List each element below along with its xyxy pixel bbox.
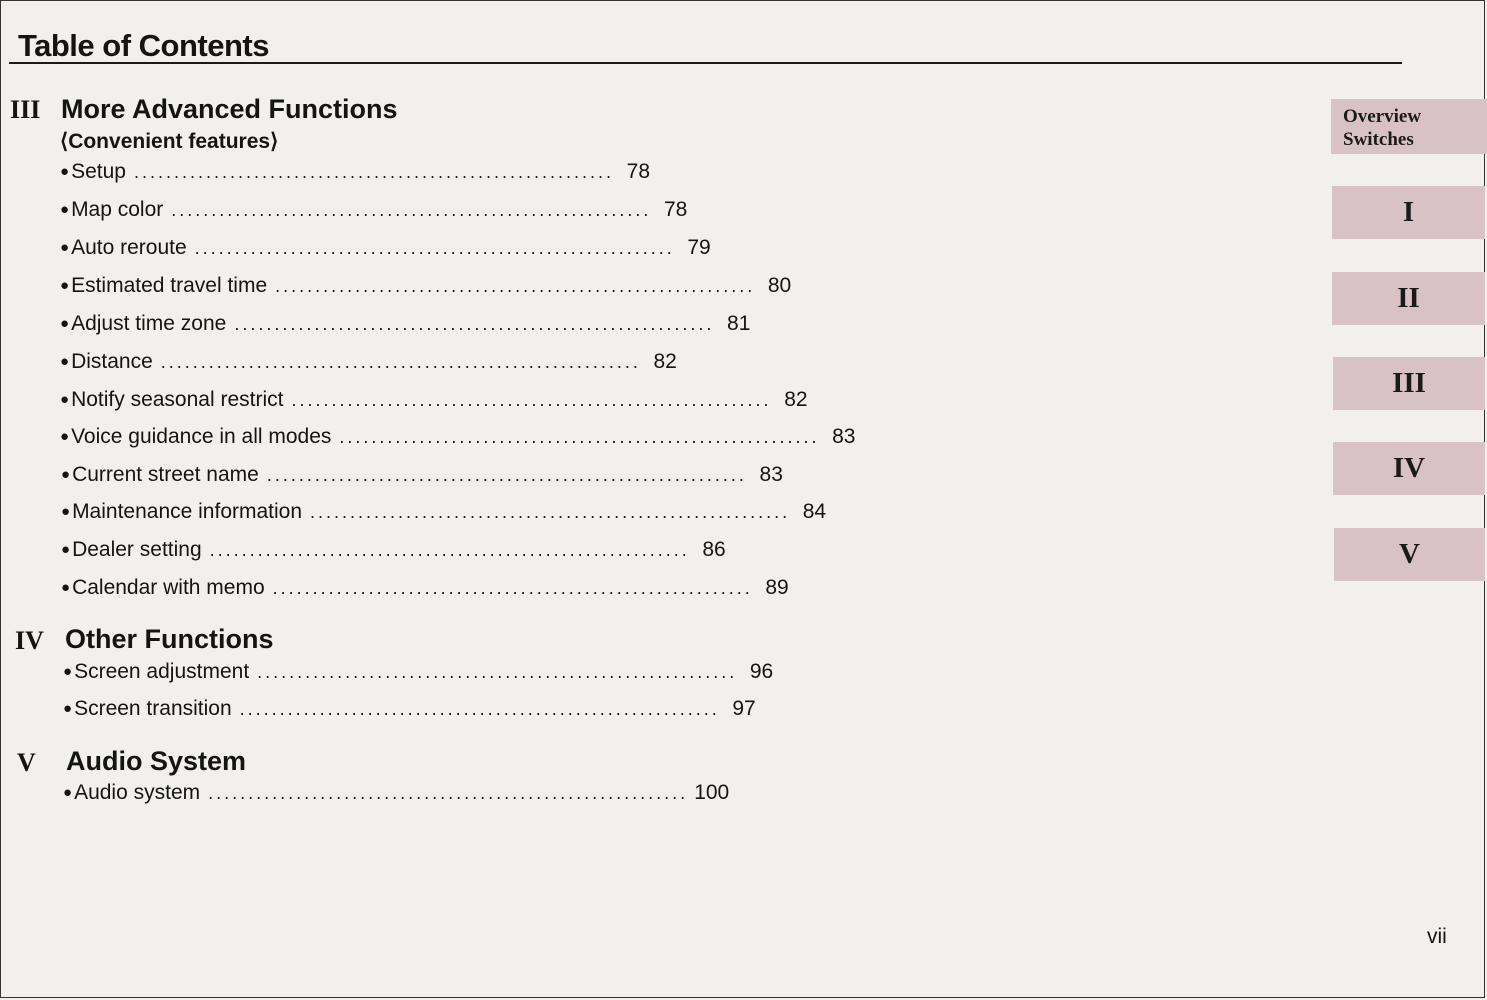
- toc-entry-page: 96: [749, 660, 774, 683]
- toc-entry-label: Screen adjustment: [74, 660, 250, 683]
- toc-entry-label: Audio system: [74, 781, 201, 804]
- toc-entry-page: 78: [663, 198, 688, 221]
- bullet-icon: ●: [63, 700, 73, 717]
- tab-label: I: [1402, 196, 1415, 228]
- leader-dots: ............................................................: [194, 238, 675, 258]
- toc-entry-page: 82: [784, 388, 808, 411]
- toc-entry[interactable]: [60, 388, 808, 416]
- leader-dots: ............................................................: [160, 352, 641, 372]
- bullet-icon: ●: [61, 541, 71, 558]
- toc-entry[interactable]: [60, 350, 677, 378]
- toc-entry[interactable]: [61, 538, 726, 566]
- bullet-icon: ●: [63, 784, 73, 801]
- toc-entry[interactable]: [60, 274, 792, 302]
- toc-entry[interactable]: [61, 576, 789, 604]
- page-number: vii: [1427, 925, 1447, 948]
- toc-entry[interactable]: [61, 463, 783, 491]
- leader-dots: ............................................................: [133, 162, 615, 182]
- tab-chapter-v[interactable]: [1334, 528, 1485, 581]
- toc-entry[interactable]: [60, 236, 711, 264]
- leader-dots: ............................................................: [339, 427, 820, 447]
- section-title: Other Functions: [65, 624, 274, 654]
- bullet-icon: ●: [60, 277, 70, 294]
- toc-entry-label: Voice guidance in all modes: [71, 425, 332, 448]
- section-title: Audio System: [66, 746, 247, 776]
- tab-label: III: [1392, 367, 1426, 399]
- toc-entry-page: 79: [687, 236, 711, 259]
- toc-entry-label: Map color: [71, 198, 164, 221]
- toc-entry-label: Maintenance information: [72, 500, 303, 523]
- leader-dots: ............................................................: [275, 276, 756, 296]
- bullet-icon: ●: [61, 579, 71, 596]
- leader-dots: ............................................................: [257, 662, 738, 682]
- toc-entry[interactable]: [60, 198, 688, 226]
- bullet-icon: ●: [63, 663, 73, 680]
- bullet-icon: ●: [60, 163, 70, 180]
- section-numeral: V: [17, 748, 36, 777]
- tab-label: II: [1397, 282, 1420, 314]
- tab-overview-switches[interactable]: [1331, 99, 1487, 154]
- toc-entry-page: 89: [765, 576, 789, 599]
- page-title: Table of Contents: [18, 28, 269, 63]
- toc-entry[interactable]: [60, 160, 651, 188]
- tab-chapter-iii[interactable]: [1333, 357, 1485, 410]
- toc-entry[interactable]: [60, 425, 856, 453]
- toc-entry-label: Distance: [71, 350, 153, 373]
- toc-entry-label: Current street name: [72, 463, 259, 486]
- leader-dots: ............................................................: [266, 465, 747, 485]
- bullet-icon: ●: [60, 239, 70, 256]
- leader-dots: ............................................................: [234, 314, 715, 334]
- toc-entry-label: Auto reroute: [71, 236, 187, 259]
- toc-entry[interactable]: [63, 697, 756, 725]
- leader-dots: ............................................................: [310, 502, 791, 522]
- bullet-icon: ●: [60, 353, 70, 370]
- section-numeral: IV: [15, 626, 44, 655]
- tab-chapter-ii[interactable]: [1332, 272, 1485, 325]
- toc-entry-page: 83: [832, 425, 856, 448]
- toc-entry[interactable]: [61, 500, 827, 528]
- bullet-icon: ●: [60, 391, 70, 408]
- tab-chapter-iv[interactable]: [1333, 442, 1485, 495]
- toc-entry-page: 83: [759, 463, 783, 486]
- bullet-icon: ●: [60, 315, 70, 332]
- leader-dots: ............................................................: [209, 540, 690, 560]
- tab-label: V: [1399, 538, 1420, 570]
- toc-entry-label: Estimated travel time: [71, 274, 268, 297]
- toc-entry-page: 82: [653, 350, 677, 373]
- tab-label: IV: [1392, 452, 1426, 484]
- bullet-icon: ●: [60, 428, 70, 445]
- toc-entry-page: 78: [626, 160, 651, 183]
- bullet-icon: ●: [61, 466, 71, 483]
- tab-chapter-i[interactable]: [1332, 186, 1485, 239]
- tab-label: Overview: [1343, 106, 1422, 127]
- toc-entry-label: Screen transition: [74, 697, 232, 720]
- section-subtitle: ⟨Convenient features⟩: [60, 130, 279, 153]
- tab-label: Switches: [1343, 129, 1414, 150]
- toc-entry-label: Notify seasonal restrict: [71, 388, 284, 411]
- toc-entry-page: 80: [767, 274, 792, 297]
- toc-entry[interactable]: [63, 660, 774, 688]
- section-title: More Advanced Functions: [61, 94, 398, 124]
- toc-entry-page: 86: [702, 538, 726, 561]
- leader-dots: ............................................................: [272, 578, 753, 598]
- toc-entry-label: Dealer setting: [72, 538, 202, 561]
- toc-entry[interactable]: [63, 781, 730, 809]
- toc-entry-label: Setup: [71, 160, 126, 183]
- toc-entry-page: 97: [732, 697, 756, 720]
- toc-entry-label: Adjust time zone: [71, 312, 227, 335]
- toc-entry[interactable]: [60, 312, 751, 340]
- toc-entry-page: 81: [727, 312, 751, 335]
- leader-dots: ............................................................: [291, 390, 772, 410]
- leader-dots: ............................................................: [239, 699, 720, 719]
- toc-entry-page: 100: [694, 781, 730, 804]
- toc-entry-page: 84: [802, 500, 827, 523]
- toc-entry-label: Calendar with memo: [72, 576, 265, 599]
- bullet-icon: ●: [61, 503, 71, 520]
- leader-dots: ............................................................: [208, 783, 689, 803]
- bullet-icon: ●: [60, 201, 70, 218]
- title-divider: [9, 62, 1402, 64]
- section-numeral: III: [10, 95, 41, 124]
- leader-dots: ............................................................: [171, 200, 652, 220]
